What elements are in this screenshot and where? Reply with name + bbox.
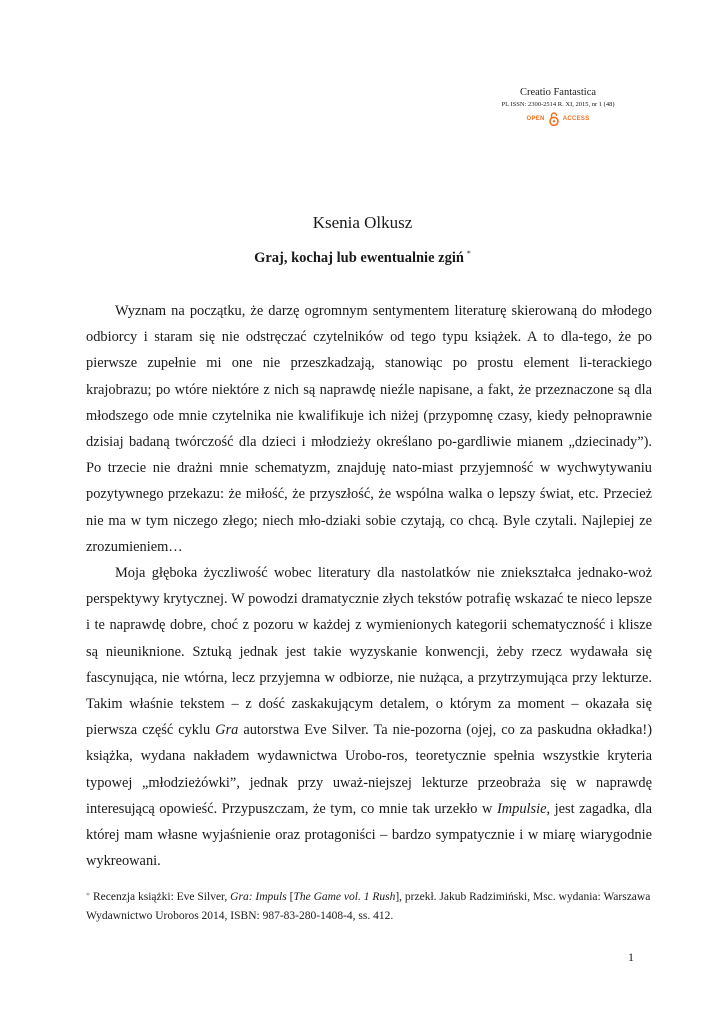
book-title-gra: Gra (215, 722, 239, 739)
footnote-text-c: ], przekł. Jakub Radzimiński, Msc. wydania: Warszawa Wydawnictwo Uroboros 2014, ISBN: 987-83-280-1408-4, ss. 412. (86, 891, 651, 922)
footnote-book-title: Gra: Impuls (230, 891, 287, 903)
open-access-logo (462, 112, 654, 126)
article-body (86, 298, 652, 874)
footnote-text-a: Recenzja książki: Eve Silver, (93, 891, 231, 903)
open-access-lock-icon (549, 112, 559, 126)
article-title-block (0, 245, 725, 267)
journal-issn: PL ISSN: 2300-2514 R. XI, 2015, nr 1 (48) (501, 101, 615, 108)
paragraph-2 (86, 560, 652, 874)
book-title-impulsie: Impulsie (496, 800, 547, 817)
paragraph-2-part-c: , jest zagadka, dla której mam własne wyjaśnienie oraz protagoniści – bardzo sympatycznie i w miarę wiarygodnie wykreowani. (86, 800, 652, 870)
footnote-marker: * (86, 891, 90, 900)
footnote (86, 886, 656, 926)
open-label: OPEN (526, 116, 545, 122)
page-number: 1 (628, 950, 634, 964)
journal-name: Creatio Fantastica (519, 87, 597, 98)
access-label: ACCESS (562, 116, 590, 122)
footnote-original-title: The Game vol. 1 Rush (293, 891, 396, 903)
footnote-text-b: [ (286, 891, 294, 903)
paragraph-2-part-b: autorstwa Eve Silver. Ta nie-pozorna (ojej, co za paskudna okładka!) książka, wydana nakładem wydawnictwa Urobo-ros, teoretycznie spełnia wszystkie kryteria typowej „młodzieżówki”, jednak przy uważ-niejszej lekturze przeobraża się w naprawdę interesującą opowieść. Przypuszczam, że tym, co mnie tak urzekło w (86, 722, 652, 817)
title-footnote-marker[interactable]: * (466, 249, 471, 258)
journal-header (462, 87, 654, 126)
article-title: Graj, kochaj lub ewentualnie zgiń (254, 250, 464, 266)
article-author: Ksenia Olkusz (312, 213, 413, 232)
paragraph-2-part-a: Moja głęboka życzliwość wobec literatury dla nastolatków nie zniekształca jednako-woż perspektywy krytycznej. W powodzi dramatycznie złych tekstów potrafię wskazać te nieco lepsze i te naprawdę dobre, choć z pozoru w każdej z wymienionych kategorii schematyczność i klisze są nieuniknione. Sztuką jednak jest takie wyzyskanie konwencji, żeby rzecz wydawała się fascynująca, nie wtórna, lecz przyjemna w odbiorze, nie nużąca, a przytrzymująca przy lekturze. Takim właśnie tekstem – z dość zaskakującym detalem, o którym za moment – okazała się pierwsza część cyklu (86, 565, 652, 739)
paragraph-1: Wyznam na początku, że darzę ogromnym sentymentem literaturę skierowaną do młodego odbiorcy i staram się nie odstręczać czytelników od tego typu książek. A to dla-tego, że po pierwsze zupełnie mi one nie przeszkadzają, stanowiąc po prostu element li-terackiego krajobrazu; po wtóre niektóre z nich są naprawdę nieźle napisane, a fakt, że przeznaczone są dla młodszego ode mnie czytelnika nie kwalifikuje ich niżej (przypomnę czasy, kiedy pełnoprawnie dzisiaj badaną twórczość dla dzieci i młodzieży określano po-gardliwie mianem „dziecinady”). Po trzecie nie drażni mnie schematyzm, znajduję nato-miast przyjemność w wychwytywaniu pozytywnego przekazu: że miłość, że przyszłość, że wspólna walka o lepszy świat, etc. Przecież nie ma w tym niczego złego; niech mło-dziaki sobie czytają, co chcą. Byle czytali. Najlepiej ze zrozumieniem… (86, 303, 652, 555)
